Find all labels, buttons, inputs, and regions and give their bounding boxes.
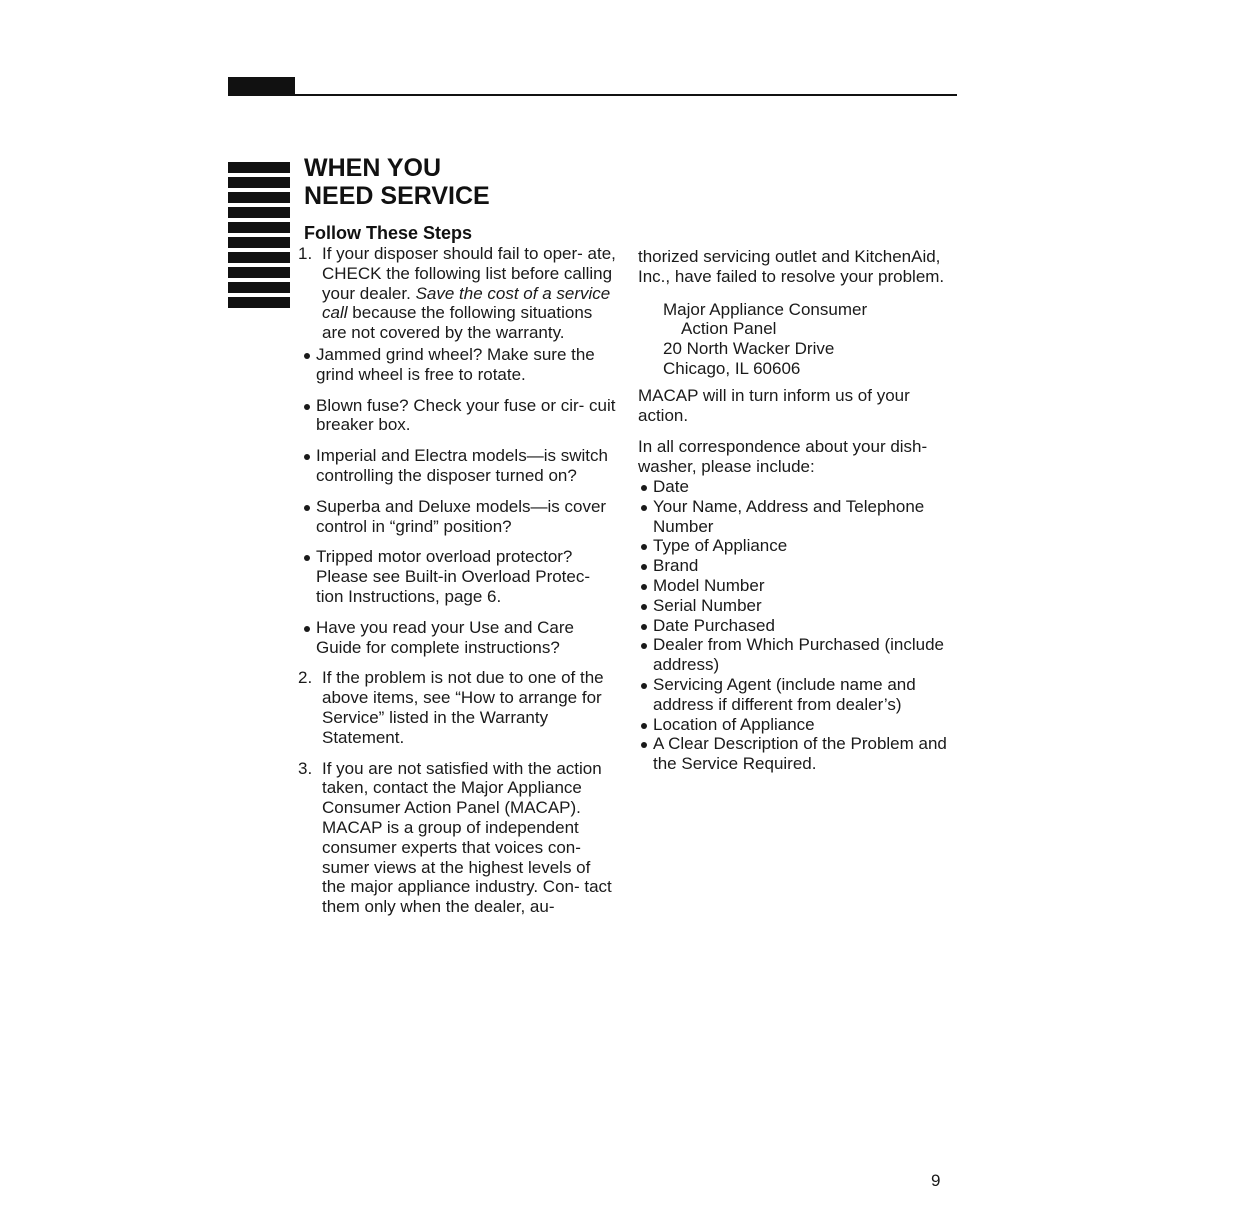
check-text: Tripped motor overload protector? Please see Built-in Overload Protec- tion Instructions, page 6. (316, 547, 591, 606)
list-item-text: Brand (653, 556, 699, 576)
header-block (228, 77, 295, 95)
address-line: Major Appliance Consumer (663, 299, 868, 319)
tab-bar (228, 222, 290, 233)
list-item-text: Date (653, 476, 689, 496)
step-number: 3. (298, 758, 313, 778)
page-title (304, 154, 490, 210)
list-item-text: Date Purchased (653, 615, 775, 635)
list-item (638, 477, 958, 497)
list-item-text: Dealer from Which Purchased (include address) (653, 635, 945, 675)
check-text: Superba and Deluxe models—is cover control in “grind” position? (316, 496, 607, 536)
check-text: Jammed grind wheel? Make sure the grind wheel is free to rotate. (316, 344, 595, 384)
tab-bar (228, 267, 290, 278)
list-item-text: Servicing Agent (include name and address if different from dealer’s) (653, 674, 916, 714)
check-text: Imperial and Electra models—is switch controlling the disposer turned on? (316, 446, 608, 485)
macap-note: MACAP will in turn inform us of your action. (638, 385, 910, 425)
check-item (301, 446, 618, 486)
list-item-text: A Clear Description of the Problem and the Service Required. (653, 734, 947, 774)
list-item (638, 635, 958, 675)
step-text (322, 244, 618, 343)
title-line-1: WHEN YOU (304, 154, 442, 182)
tab-bar (228, 237, 290, 248)
section-tab-bars (228, 162, 290, 312)
tab-bar (228, 282, 290, 293)
tab-bar (228, 177, 290, 188)
list-item (638, 616, 958, 636)
check-text: Have you read your Use and Care Guide for complete instructions? (316, 617, 574, 657)
list-item-text: Type of Appliance (653, 536, 788, 556)
list-item-text: Model Number (653, 575, 765, 595)
list-item (638, 715, 958, 735)
step-text: If the problem is not due to one of the above items, see “How to arrange for Service” listed in the Warranty Statement. (322, 668, 604, 747)
step-1-text-before: If your disposer should fail to oper- ate, CHECK the following list before calling your dealer. (322, 244, 616, 303)
step-1-emphasis: Save the cost of a service call (322, 283, 611, 323)
list-item (638, 596, 958, 616)
list-item (638, 734, 958, 774)
step-2 (298, 668, 618, 747)
macap-address (663, 300, 958, 379)
check-item (301, 497, 618, 537)
tab-bar (228, 252, 290, 263)
include-list (638, 477, 958, 774)
check-text: Blown fuse? Check your fuse or cir- cuit breaker box. (316, 395, 616, 435)
address-line: Action Panel (681, 319, 777, 339)
step-number: 1. (298, 244, 313, 263)
check-item (301, 618, 618, 658)
list-item (638, 556, 958, 576)
right-column (638, 247, 958, 774)
check-item (301, 396, 618, 436)
left-column (298, 244, 618, 917)
step-1 (298, 244, 618, 343)
address-line: Chicago, IL 60606 (663, 358, 801, 378)
check-item (301, 547, 618, 606)
check-item (301, 345, 618, 385)
step-3 (298, 759, 618, 917)
header-rule (228, 94, 957, 96)
section-subtitle: Follow These Steps (304, 223, 473, 243)
tab-bar (228, 192, 290, 203)
list-item (638, 536, 958, 556)
continuation-text: thorized servicing outlet and KitchenAid, Inc., have failed to resolve your problem. (638, 247, 945, 286)
step-number: 2. (298, 668, 313, 688)
tab-bar (228, 207, 290, 218)
list-item (638, 497, 958, 537)
list-item-text: Serial Number (653, 595, 762, 615)
list-item-text: Your Name, Address and Telephone Number (653, 496, 925, 536)
step-text: If you are not satisfied with the action taken, contact the Major Appliance Consumer Action Panel (MACAP). MACAP is a group of independent consumer experts that voices con- sumer views at the highest levels of the major appliance industry. Con- tact them only when the dealer, au- (322, 758, 612, 917)
step-1-text-after: because the following situations are not covered by the warranty. (322, 303, 593, 343)
tab-bar (228, 162, 290, 173)
tab-bar (228, 297, 290, 308)
list-item (638, 675, 958, 715)
include-intro: In all correspondence about your dish- washer, please include: (638, 437, 928, 477)
list-item (638, 576, 958, 596)
address-line: 20 North Wacker Drive (663, 339, 835, 359)
page-number: 9 (931, 1171, 941, 1190)
title-line-2: NEED SERVICE (304, 182, 490, 210)
list-item-text: Location of Appliance (653, 714, 815, 734)
